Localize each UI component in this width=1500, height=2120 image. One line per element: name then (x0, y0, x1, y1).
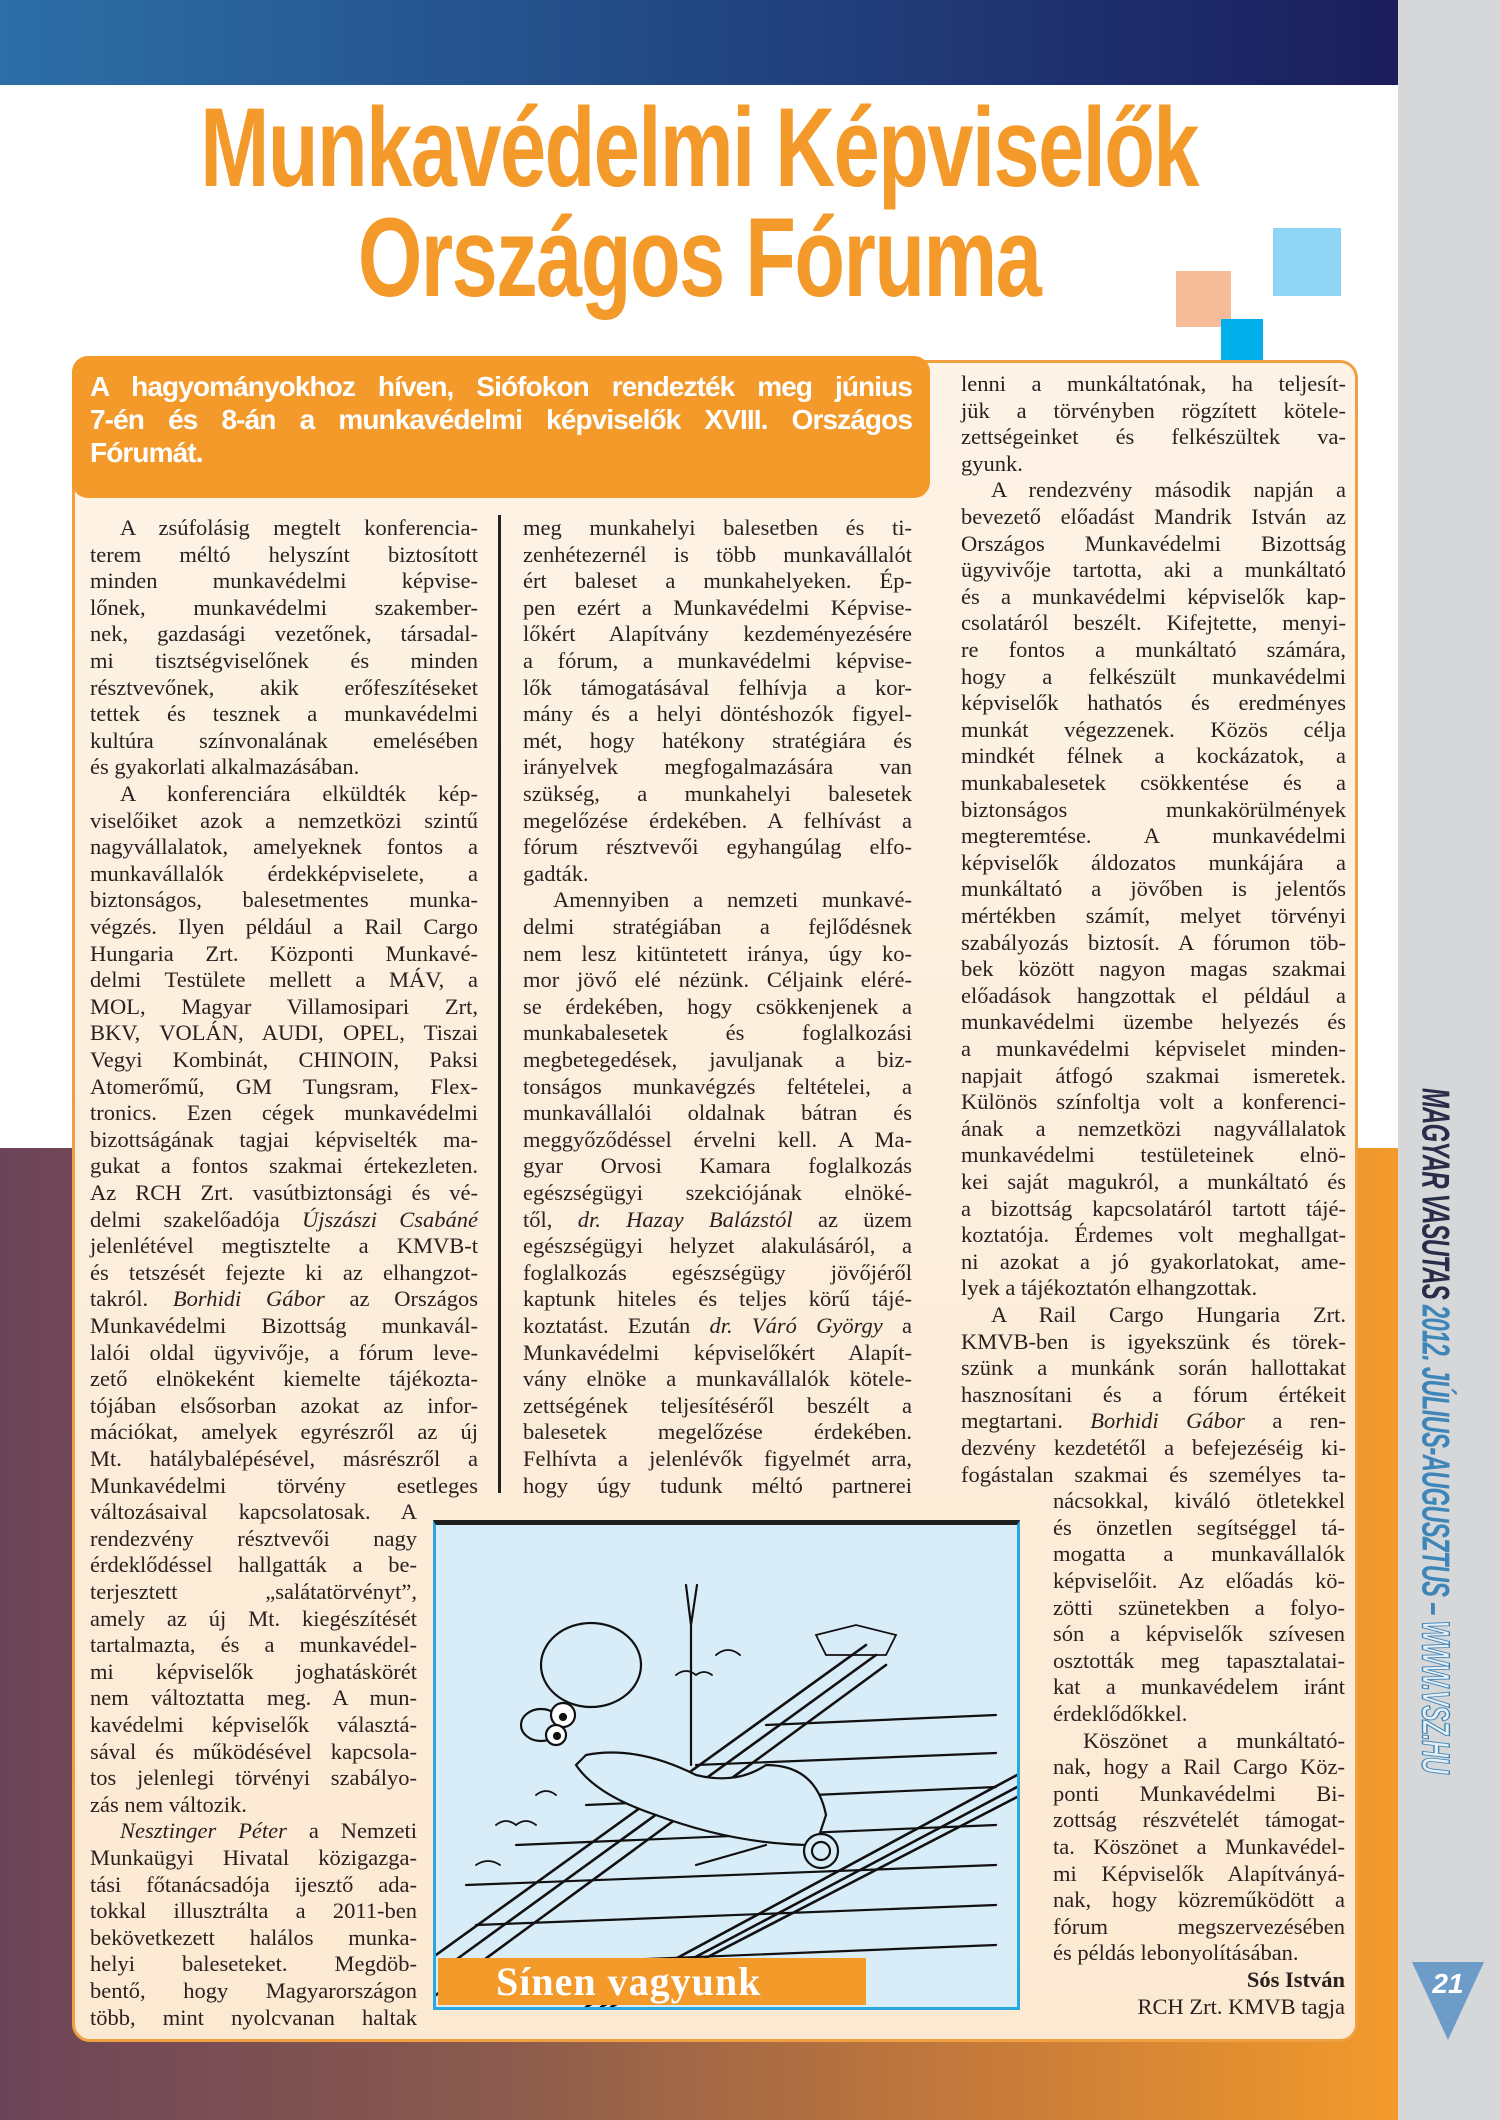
text-line: lyek a tájékoztatón elhangzottak. (961, 1275, 1258, 1301)
text-line: re fontos a munkáltató számára, (961, 637, 1346, 662)
text-line: nagyvállalatok, amelyeknek fontos a (90, 834, 478, 860)
text-line: munkavédelmi üzembe helyezés és (961, 1009, 1346, 1035)
text-line: és tetszését fejezte ki az elhangzot- (90, 1259, 478, 1285)
text-line: kei saját magukról, a munkáltató és (961, 1169, 1346, 1194)
text-line: és gyakorlati alkalmazásában. (90, 754, 360, 780)
text-line: munkáltató a jövőben is jelentős (961, 876, 1346, 902)
text-line: mációkat, amelyek egyrészről az új (90, 1419, 478, 1445)
text-line: terjesztett „salátatörvényt”, (90, 1579, 417, 1604)
text-line: hasznosítani és a fórum értékeit (961, 1381, 1346, 1407)
text-line: gukat a fontos szakmai értekezleten. (90, 1153, 478, 1179)
text-line: gadták. (523, 860, 589, 886)
text-line: meggyőződéssel érvelni kell. A Ma- (523, 1126, 912, 1152)
text-line: nácsokkal, kiváló ötletekkel (1053, 1488, 1345, 1514)
text-line: tettek és tesznek a munkavédelmi (90, 701, 478, 727)
magazine-name: MAGYAR VASUTAS (1413, 1088, 1457, 1305)
text-line: ta. Köszönet a Munkavédel- (1053, 1834, 1345, 1859)
text-line: bentő, hogy Magyarországon (90, 1978, 417, 2003)
text-line: kat a munkavédelem iránt (1053, 1674, 1345, 1700)
text-line: biztonságos, balesetmentes munka- (90, 887, 478, 913)
page-number: 21 (1432, 1968, 1464, 1999)
text-line: foglalkozás egészségügy jövőjéről (523, 1259, 912, 1285)
text-line: A rendezvény második napján a (991, 477, 1346, 503)
text-line: balesetek megelőzése érdekében. (523, 1419, 912, 1445)
text-line: mindkét félnek a kockázatok, a (961, 743, 1346, 769)
person-name: Borhidi Gábor (172, 1286, 325, 1312)
text-line: lőnek, munkavédelmi szakember- (90, 594, 478, 620)
text-line: kavédelmi képviselők választá- (90, 1712, 417, 1737)
text-line: szünk a munkánk során hallottakat (961, 1355, 1346, 1381)
text-line: osztották meg tapasztalatai- (1053, 1647, 1345, 1673)
text-line: gyunk. (961, 450, 1023, 476)
text-line: nem változtatta meg. A mun- (90, 1685, 417, 1711)
text-line: Munkavédelmi törvény esetleges (90, 1472, 478, 1498)
author-name: Sós István (1246, 1967, 1345, 1992)
text-line: Mt. hatálybalépésével, másrészről a (90, 1446, 478, 1471)
text-line: helyi baleseteket. Megdöb- (90, 1951, 417, 1977)
text-line: Felhívta a jelenlévők figyelmét arra, (523, 1446, 912, 1471)
text-line: mogatta a munkavállalók (1053, 1541, 1345, 1567)
text-line: Atomerőmű, GM Tungsram, Flex- (90, 1073, 478, 1099)
text-segment: delmi szakelőadója (90, 1206, 302, 1232)
text-line: megelőzése érdekében. A felhívást a (523, 807, 912, 833)
text-line: lők támogatásával felhívja a kor- (523, 674, 912, 700)
person-name: Nesztinger Péter (120, 1818, 287, 1844)
text-line: són a képviselők szívesen (1053, 1621, 1345, 1647)
text-line: koztatója. Érdemes volt meghallgat- (961, 1222, 1346, 1248)
text-line: A konferenciára elküldték kép- (120, 781, 478, 806)
text-line: szükség, a munkahelyi balesetek (523, 781, 912, 806)
text-segment: a ren- (1244, 1408, 1346, 1434)
person-name: dr. Hazay Balázstól (577, 1206, 793, 1232)
text-line: képviselőit. Az előadás kö- (1053, 1568, 1345, 1593)
text-line: minden munkavédelmi képvise- (90, 568, 478, 594)
text-segment: a Nemzeti (286, 1818, 417, 1844)
text-line: dezvény kezdetétől a befejezéséig ki- (961, 1435, 1346, 1460)
website-link[interactable]: WWW.VSZ.HU (1413, 1620, 1457, 1774)
text-line: delmi stratégiában a fejlődésnek (523, 914, 912, 939)
text-line: jük a törvényben rögzített kötele- (961, 397, 1346, 423)
text-line: résztvevőnek, akik erőfeszítéseket (90, 674, 478, 700)
text-line: MOL, Magyar Villamosipari Zrt, (90, 993, 478, 1019)
text-line: tokkal illusztrálta a 2011-ben (90, 1898, 417, 1924)
cartoon-caption: Sínen vagyunk (438, 1958, 866, 2005)
article-title-line-2: Országos Fórumа (357, 195, 1041, 320)
text-line: egészségügyi helyzet alakulásáról, a (523, 1233, 912, 1259)
article-title-line-1: Munkavédelmi Képviselők (200, 85, 1198, 210)
text-line: bizottságának tagjai képviselték ma- (90, 1126, 478, 1152)
text-line: kultúra színvonalának emelésében (90, 727, 478, 753)
text-line: munkavállalói oldalnak bátran és (523, 1100, 912, 1126)
text-segment: takról. (90, 1286, 173, 1312)
text-line: viselőiket azok a nemzetközi szintű (90, 807, 478, 833)
text-line: zás nem változik. (90, 1791, 247, 1817)
text-line: nek, gazdasági vezetőnek, társadal- (90, 621, 478, 647)
text-line: Munkaügyi Hivatal közigazga- (90, 1845, 417, 1870)
text-line: érdeklődéssel hallgatták a be- (90, 1552, 417, 1578)
magazine-running-title (1412, 1088, 1457, 1773)
text-line: rendezvény résztvevői nagy (90, 1525, 417, 1551)
text-line: képviselők hathatós és eredményes (961, 690, 1346, 716)
text-line: változásaival kapcsolatosak. A (90, 1499, 417, 1525)
top-banner (0, 0, 1398, 85)
text-line: nak, hogy a Rail Cargo Köz- (1053, 1754, 1345, 1780)
column-divider (498, 515, 501, 1493)
text-line: előadások hangzottak el például a (961, 982, 1346, 1008)
railway-cartoon-drawing (436, 1525, 1017, 2007)
text-line: fórum megszervezésében (1053, 1913, 1345, 1939)
text-line: bek között nagyon magas szakmai (961, 956, 1346, 982)
text-line: a munkavédelmi képviselet minden- (961, 1036, 1346, 1061)
text-line: munkabalesetek csökkentése és a (961, 770, 1346, 795)
text-line: Munkavédelmi képviselőkért Alapít- (523, 1339, 912, 1365)
text-line (90, 1285, 478, 1312)
text-line: mi Képviselők Alapítványá- (1053, 1860, 1345, 1886)
text-line: ért baleset a munkahelyeken. Ép- (523, 568, 912, 594)
text-line: megteremtése. A munkavédelmi (961, 823, 1346, 849)
text-line: csolatáról beszélt. Kifejtette, menyi- (961, 610, 1346, 636)
text-line: fórum résztvevői egyhangúlag elfo- (523, 834, 912, 860)
text-line: a fórum, a munkavédelmi képvise- (523, 648, 912, 673)
text-line: Az RCH Zrt. vasútbiztonsági és vé- (90, 1180, 478, 1205)
text-line: fogástalan szakmai és személyes ta- (961, 1461, 1346, 1487)
text-line: tos jelenlegi törvényi szabályo- (90, 1765, 417, 1791)
text-segment: től, (523, 1206, 578, 1232)
text-line: megbetegedések, javuljanak a biz- (523, 1047, 912, 1072)
person-name: Borhidi Gábor (1090, 1408, 1245, 1434)
text-line: Amennyiben a nemzeti munkavé- (553, 887, 912, 913)
issue-date: 2012. JÚLIUS-AUGUSZTUS – (1413, 1304, 1457, 1621)
text-line: pen ezért a Munkavédelmi Képvise- (523, 594, 912, 620)
text-segment: koztatást. Ezután (523, 1313, 710, 1338)
text-line: Hungaria Zrt. Központi Munkavé- (90, 940, 478, 966)
text-line: amely az új Mt. kiegészítését (90, 1605, 417, 1631)
text-segment: az üzem (792, 1206, 912, 1232)
text-line: biztonságos munkakörülmények (961, 796, 1346, 822)
text-segment: a (882, 1313, 912, 1338)
lead-text: Fórumát. (90, 437, 203, 468)
text-line: zenhétezernél is több munkavállalót (523, 541, 912, 567)
text-line: egészségügyi szekciójának elnöké- (523, 1180, 912, 1205)
text-line: mi képviselők joghatáskörét (90, 1658, 417, 1684)
cartoon-image (433, 1520, 1020, 2010)
lead-text: A hagyományokhoz híven, Siófokon rendezték meg június (90, 371, 912, 402)
text-line: érdeklődőkkel. (1053, 1701, 1188, 1726)
text-line: kaptunk hiteles és teljes körű tájé- (523, 1286, 912, 1312)
text-line (120, 1817, 417, 1844)
text-line: Vegyi Kombinát, CHINOIN, Paksi (90, 1047, 478, 1072)
text-line: lőkért Alapítvány kezdeményezésére (523, 621, 912, 647)
text-line: tartalmazta, és a munkavédel- (90, 1632, 417, 1658)
text-line: képviselők áldozatos munkájára a (961, 849, 1346, 875)
text-line: nem lesz kitüntetett iránya, úgy ko- (523, 940, 912, 966)
lead-box (72, 356, 930, 498)
text-line (90, 1206, 478, 1233)
text-line: bevezető előadást Mandrik István az (961, 504, 1346, 529)
text-line: vány elnöke a munkavállalók kötele- (523, 1366, 912, 1392)
text-line: zottság részvételét támogat- (1053, 1807, 1345, 1833)
text-segment: megtartani. (961, 1408, 1091, 1434)
text-line (961, 1407, 1346, 1434)
text-line: tonságos munkavégzés feltételei, a (523, 1073, 912, 1099)
cartoon-character (521, 1585, 838, 1868)
text-line: ának a nemzetközi nagyvállalatok (961, 1115, 1346, 1141)
text-line: hogy úgy tudunk méltó partnerei (523, 1472, 912, 1498)
text-segment: az Országos (324, 1286, 479, 1312)
text-line: terem méltó helyszínt biztosított (90, 541, 478, 567)
text-line: mi tisztségviselőnek és minden (90, 648, 478, 673)
text-line (523, 1312, 912, 1339)
text-line: Országos Munkavédelmi Bizottság (961, 530, 1346, 556)
text-line: és példás lebonyolításában. (1053, 1940, 1299, 1966)
text-line: zettségének teljesítéséről beszélt a (523, 1392, 912, 1418)
text-line: szabályozás biztosít. A fórumon töb- (961, 929, 1346, 955)
text-line: ponti Munkavédelmi Bi- (1053, 1780, 1345, 1806)
text-line: zető elnökeként kiemelte tájékozta- (90, 1366, 478, 1392)
text-line: és önzetlen segítséggel tá- (1053, 1514, 1345, 1540)
text-line: hogy a felkészült munkavédelmi (961, 663, 1346, 689)
text-line: munkát végezzenek. Közös célja (961, 716, 1346, 742)
text-line: BKV, VOLÁN, AUDI, OPEL, Tiszai (90, 1020, 478, 1046)
text-line: delmi Testülete mellett a MÁV, a (90, 967, 478, 993)
text-line: gyar Orvosi Kamara foglalkozás (523, 1153, 912, 1179)
text-line: tronics. Ezen cégek munkavédelmi (90, 1100, 478, 1126)
text-line: lalói oldal ügyvivője, a fórum leve- (90, 1339, 478, 1365)
text-line: mértékben számít, melyet törvényi (961, 903, 1346, 928)
decor-square-blue (1221, 319, 1263, 360)
text-line: ni azokat a jó gyakorlatokat, ame- (961, 1248, 1346, 1274)
text-line: irányelvek megfogalmazására van (523, 754, 912, 780)
text-line: napjait átfogó szakmai ismeretek. (961, 1062, 1346, 1088)
text-line: mét, hogy hatékony stratégiára és (523, 727, 912, 753)
text-line: nak, hogy közreműködött a (1053, 1887, 1345, 1913)
text-line: se érdekében, hogy csökkenjenek a (523, 993, 912, 1019)
text-line: tási főtanácsadója ijesztő ada- (90, 1871, 417, 1897)
text-line: Köszönet a munkáltató- (1083, 1727, 1345, 1753)
text-line: ügyvivője tartotta, aki a munkáltató (961, 557, 1346, 583)
ballast-stones (476, 1625, 896, 1865)
decor-square-light-blue (1273, 228, 1341, 296)
text-line: zettségeinket és felkészültek va- (961, 424, 1346, 450)
text-line: meg munkahelyi balesetben és ti- (523, 515, 912, 540)
text-line: KMVB-ben is igyekszünk és törek- (961, 1328, 1346, 1354)
text-line: zötti szünetekben a folyo- (1053, 1594, 1345, 1620)
text-line: munkavédelmi testületeinek elnö- (961, 1142, 1346, 1168)
text-line: jelenlétével megtisztelte a KMVB-t (90, 1233, 478, 1259)
text-line: A Rail Cargo Hungaria Zrt. (991, 1302, 1346, 1327)
text-line: mor jövő elé nézünk. Céljaink eléré- (523, 967, 912, 993)
text-line: Különös színfoltja volt a konferenci- (961, 1089, 1346, 1115)
text-line: több, mint nyolcvanan haltak (90, 2004, 417, 2030)
text-line: munkabalesetek és foglalkozási (523, 1020, 912, 1046)
text-line: bekövetkezett halálos munka- (90, 1924, 417, 1950)
text-line: tójában elsősorban azokat az infor- (90, 1392, 478, 1418)
side-strip (1398, 0, 1500, 2120)
text-line: mány és a helyi döntéshozók figyel- (523, 701, 912, 727)
text-line: Munkavédelmi Bizottság munkavál- (90, 1313, 478, 1338)
person-name: Újszászi Csabáné (301, 1206, 478, 1232)
author-role: RCH Zrt. KMVB tagja (1137, 1993, 1345, 2019)
text-line: a bizottság kapcsolatáról tartott tájé- (961, 1195, 1346, 1221)
lead-text: 7-én és 8-án a munkavédelmi képviselők XVIII. Országos (90, 404, 912, 435)
text-line: lenni a munkáltatónak, ha teljesít- (961, 371, 1346, 396)
text-line: sával és működésével kapcsola- (90, 1738, 417, 1764)
text-line: végzés. Ilyen például a Rail Cargo (90, 914, 478, 939)
text-line (523, 1206, 912, 1233)
text-line: és a munkavédelmi képviselők kap- (961, 583, 1346, 609)
text-line: munkavállalók érdekképviselete, a (90, 860, 478, 886)
text-line: A zsúfolásig megtelt konferencia- (120, 515, 478, 540)
person-name: dr. Váró György (709, 1313, 883, 1338)
